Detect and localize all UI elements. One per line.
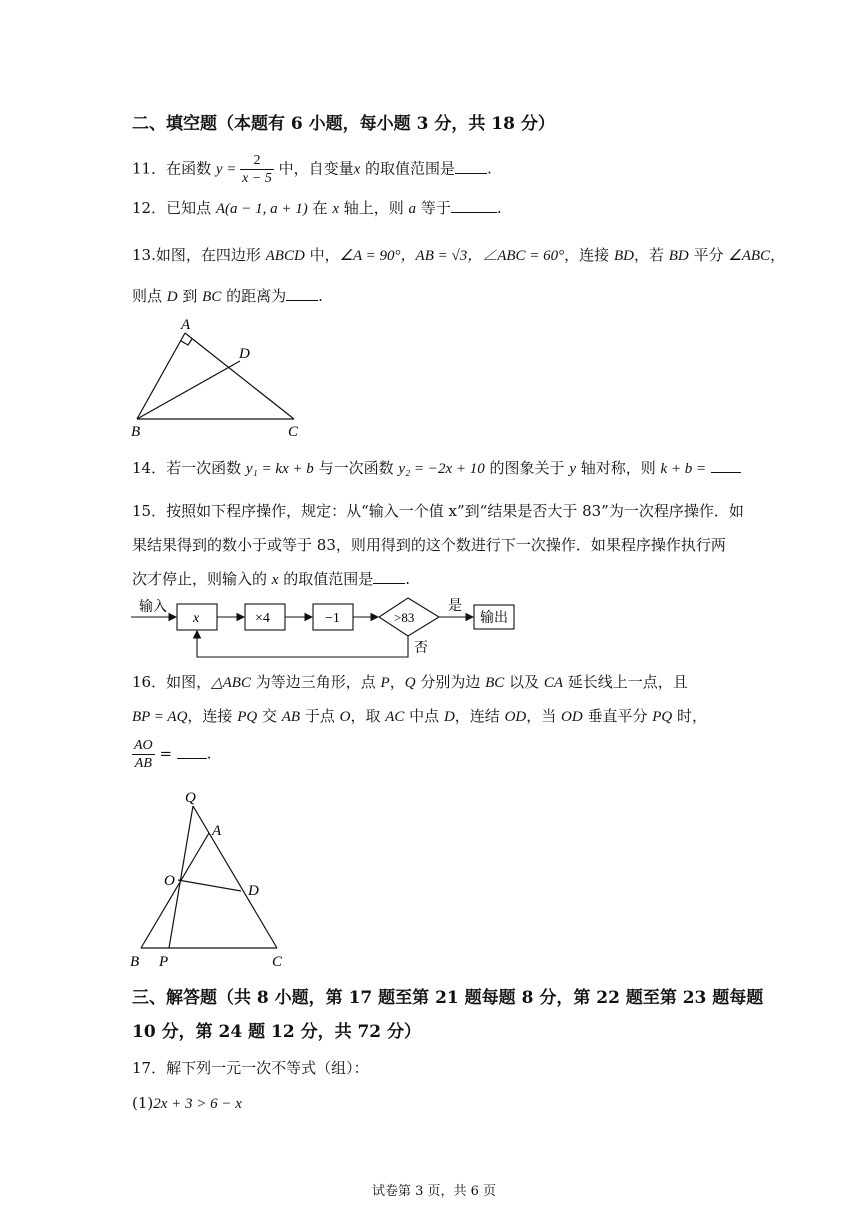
section-title-fill-in: 二、填空题（本题有 6 小题，每小题 3 分，共 18 分）	[132, 114, 555, 134]
label-c: C	[288, 424, 299, 440]
label-a: A	[212, 823, 222, 839]
label-d: D	[239, 346, 250, 362]
label-b: B	[131, 424, 141, 440]
question-13-line1: 13.如图，在四边形 ABCD 中，∠A = 90°，AB = √3，∠ABC = 60°，连接 BD，若 BD 平分 ∠ABC，	[132, 246, 786, 264]
flow-output-box: 输出	[480, 611, 508, 626]
section-title-answer-line1: 三、解答题（共 8 小题，第 17 题至第 21 题每题 8 分，第 22 题至第 23 题每题	[132, 988, 764, 1008]
label-b: B	[130, 954, 140, 970]
flow-no-label: 否	[414, 641, 428, 656]
flow-box-minus1: −1	[325, 611, 340, 626]
question-17: 17．解下列一元一次不等式（组）：	[132, 1059, 369, 1077]
question-13-line2: 则点 D 到 BC 的距离为 .	[132, 287, 323, 305]
question-15-line3: 次才停止，则输入的 x 的取值范围是 .	[132, 570, 411, 588]
flow-input-label: 输入	[139, 600, 167, 615]
label-o: O	[164, 873, 175, 889]
question-16-line2: BP = AQ，连接 PQ 交 AB 于点 O，取 AC 中点 D，连结 OD，当 OD 垂直平分 PQ 时，	[132, 707, 708, 725]
question-17-part1: (1)2x + 3 > 6 − x	[132, 1094, 242, 1112]
flow-decision-gt83: >83	[394, 610, 415, 625]
flow-box-times4: ×4	[255, 611, 270, 626]
question-15-line1: 15．按照如下程序操作，规定：从“输入一个值 x”到“结果是否大于 83”为一次程序操作．如	[132, 502, 744, 520]
question-12: 12．已知点 A(a − 1, a + 1) 在 x 轴上，则 a 等于 .	[132, 199, 502, 217]
fraction-ao-over-ab: $\frac{AO}{AB}$	[134, 738, 153, 771]
question-16-line1: 16．如图，△ABC 为等边三角形，点 P，Q 分别为边 BC 以及 CA 延长线上一点，且	[132, 673, 688, 691]
label-a: A	[181, 317, 191, 333]
question-15-line2: 果结果得到的数小于或等于 83，则用得到的这个数进行下一次操作．如果程序操作执行两	[132, 536, 726, 554]
question-11: 11．在函数 y = $\frac{2}{x - 5}$ 中，自变量x 的取值范围是 .	[132, 153, 492, 186]
fraction-2-over-x-5: $\frac{2}{x - 5}$	[242, 153, 272, 186]
question-16-line3: $\frac{AO}{AB}$ = .	[134, 738, 212, 771]
label-c: C	[272, 954, 283, 970]
label-p: P	[159, 954, 169, 970]
flow-box-x: x	[193, 611, 200, 626]
label-q: Q	[185, 790, 196, 806]
question-14: 14．若一次函数 y₁ = kx + b 与一次函数 y₂ = −2x + 10 的图象关于 y 轴对称，则 k + b =	[132, 458, 741, 479]
section-title-answer-line2: 10 分，第 24 题 12 分，共 72 分）	[132, 1022, 422, 1042]
label-d: D	[248, 883, 259, 899]
flow-yes-label: 是	[448, 599, 462, 614]
page-footer: 试卷第 3 页，共 6 页	[371, 1184, 497, 1199]
